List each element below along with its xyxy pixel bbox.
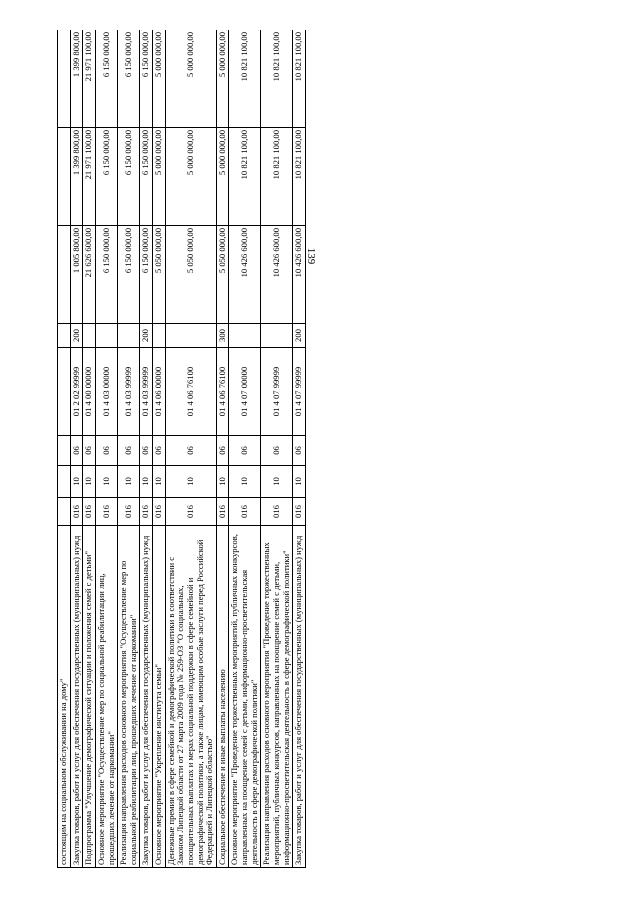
row-razdel [58, 466, 71, 498]
row-target-article: 01 4 07 00000 [229, 348, 261, 436]
row-target-article: 01 4 07 99999 [293, 348, 306, 436]
row-target-article: 01 4 06 76100 [165, 348, 216, 436]
row-grbs: 016 [95, 498, 117, 526]
row-sum-2: 5 000 000,00 [153, 128, 166, 226]
row-sum-2: 10 821 100,00 [293, 128, 306, 226]
row-expense-type [261, 324, 293, 348]
row-sum-3: 10 821 100,00 [261, 30, 293, 128]
row-sum-1: 6 150 000,00 [140, 226, 153, 324]
row-target-article: 01 4 07 99999 [261, 348, 293, 436]
row-podrazdel: 06 [229, 436, 261, 466]
row-expense-type [153, 324, 166, 348]
row-name: Социальное обеспечение и иные выплаты населению [216, 526, 229, 868]
row-target-article: 01 4 06 00000 [153, 348, 166, 436]
row-grbs: 016 [83, 498, 96, 526]
row-sum-3: 6 150 000,00 [95, 30, 117, 128]
row-podrazdel: 06 [153, 436, 166, 466]
row-expense-type: 200 [293, 324, 306, 348]
row-sum-1 [58, 226, 71, 324]
row-grbs: 016 [140, 498, 153, 526]
row-sum-3: 5 000 000,00 [153, 30, 166, 128]
row-sum-2: 6 150 000,00 [118, 128, 140, 226]
row-sum-3: 5 000 000,00 [216, 30, 229, 128]
row-target-article: 01 4 03 00000 [95, 348, 117, 436]
row-razdel: 10 [70, 466, 83, 498]
row-sum-2: 5 000 000,00 [165, 128, 216, 226]
table-row [216, 30, 229, 868]
row-sum-2: 10 821 100,00 [261, 128, 293, 226]
row-grbs: 016 [216, 498, 229, 526]
table-row [118, 30, 140, 868]
row-sum-3: 10 821 100,00 [293, 30, 306, 128]
row-sum-2: 6 150 000,00 [95, 128, 117, 226]
row-sum-3: 6 150 000,00 [118, 30, 140, 128]
row-grbs: 016 [229, 498, 261, 526]
row-name: состоящим на социальном обслуживании на дому" [58, 526, 71, 868]
row-podrazdel: 06 [261, 436, 293, 466]
row-razdel: 10 [293, 466, 306, 498]
row-podrazdel: 06 [140, 436, 153, 466]
row-sum-1: 5 050 000,00 [153, 226, 166, 324]
row-target-article [58, 348, 71, 436]
row-razdel: 10 [95, 466, 117, 498]
row-sum-3: 10 821 100,00 [229, 30, 261, 128]
row-grbs [58, 498, 71, 526]
row-razdel: 10 [165, 466, 216, 498]
row-expense-type [229, 324, 261, 348]
row-name: Основное мероприятие "Проведение торжественных мероприятий, публичных конкурсов, направленных на поощрение семей с детьми, информационно-просветительская деятельность в сфере демографической политики" [229, 526, 261, 868]
row-sum-2: 5 000 000,00 [216, 128, 229, 226]
row-name: Реализация направления расходов основного мероприятия "Проведение торжественных мероприятий, публичных конкурсов, направленных на поощрение семей с детьми, информационно-просветительская деятельность в сфере демографической политики" [261, 526, 293, 868]
row-sum-3: 21 971 100,00 [83, 30, 96, 128]
row-sum-1: 5 050 000,00 [165, 226, 216, 324]
row-expense-type [165, 324, 216, 348]
budget-table [57, 30, 306, 868]
row-razdel: 10 [216, 466, 229, 498]
row-expense-type [95, 324, 117, 348]
table-row [153, 30, 166, 868]
row-podrazdel [58, 436, 71, 466]
row-razdel: 10 [229, 466, 261, 498]
row-grbs: 016 [153, 498, 166, 526]
row-expense-type: 200 [140, 324, 153, 348]
row-sum-1: 10 426 600,00 [261, 226, 293, 324]
table-row [261, 30, 293, 868]
table-viewport [57, 30, 607, 868]
row-name: Основное мероприятие "Укрепление института семьи" [153, 526, 166, 868]
row-podrazdel: 06 [70, 436, 83, 466]
row-name: Подпрограмма "Улучшение демографической ситуации и положения семей с детьми" [83, 526, 96, 868]
row-podrazdel: 06 [118, 436, 140, 466]
row-expense-type [83, 324, 96, 348]
table-row [140, 30, 153, 868]
row-expense-type [118, 324, 140, 348]
row-podrazdel: 06 [293, 436, 306, 466]
row-name: Закупка товаров, работ и услуг для обеспечения государственных (муниципальных) нужд [70, 526, 83, 868]
row-razdel: 10 [118, 466, 140, 498]
row-podrazdel: 06 [83, 436, 96, 466]
row-sum-1: 10 426 600,00 [229, 226, 261, 324]
row-grbs: 016 [261, 498, 293, 526]
row-target-article: 01 4 03 99999 [140, 348, 153, 436]
row-target-article: 01 4 00 00000 [83, 348, 96, 436]
table-row [293, 30, 306, 868]
page-number: 139 [305, 247, 317, 265]
row-name: Денежные премии в сфере семейной и демографической политики в соответствии с Законом Липецкой области от 27 марта 2009 года № 259-ОЗ "О социальных, поощрительных выплатах и мерах социальной поддержки в сфере семейной и демографической политики, а также лицам, имеющим особые заслуги перед Российской Федерацией и Липецкой областью" [165, 526, 216, 868]
row-sum-3: 5 000 000,00 [165, 30, 216, 128]
row-grbs: 016 [118, 498, 140, 526]
row-name: Закупка товаров, работ и услуг для обеспечения государственных (муниципальных) нужд [140, 526, 153, 868]
table-row [165, 30, 216, 868]
rotated-table-container [57, 30, 607, 868]
row-sum-3 [58, 30, 71, 128]
row-sum-3: 6 150 000,00 [140, 30, 153, 128]
row-razdel: 10 [83, 466, 96, 498]
row-podrazdel: 06 [95, 436, 117, 466]
row-razdel: 10 [153, 466, 166, 498]
row-expense-type [58, 324, 71, 348]
row-sum-1: 1 005 800,00 [70, 226, 83, 324]
table-row [70, 30, 83, 868]
table-row [95, 30, 117, 868]
row-grbs: 016 [293, 498, 306, 526]
row-sum-1: 5 050 000,00 [216, 226, 229, 324]
row-expense-type: 200 [70, 324, 83, 348]
row-sum-1: 21 626 600,00 [83, 226, 96, 324]
row-razdel: 10 [140, 466, 153, 498]
table-body [58, 30, 306, 868]
row-sum-1: 10 426 600,00 [293, 226, 306, 324]
row-target-article: 01 2 02 99999 [70, 348, 83, 436]
row-grbs: 016 [70, 498, 83, 526]
row-sum-2: 21 971 100,00 [83, 128, 96, 226]
row-sum-2: 10 821 100,00 [229, 128, 261, 226]
table-row [58, 30, 71, 868]
row-sum-2: 1 399 800,00 [70, 128, 83, 226]
row-sum-2 [58, 128, 71, 226]
row-name: Основное мероприятие "Осуществление мер по социальной реабилитации лиц, прошедших лечение от наркомании" [95, 526, 117, 868]
row-target-article: 01 4 06 76100 [216, 348, 229, 436]
row-sum-1: 6 150 000,00 [118, 226, 140, 324]
row-podrazdel: 06 [216, 436, 229, 466]
table-row [229, 30, 261, 868]
row-target-article: 01 4 03 99999 [118, 348, 140, 436]
row-name: Реализация направления расходов основного мероприятия "Осуществление мер по социальной реабилитации лиц, прошедших лечение от наркомании" [118, 526, 140, 868]
row-sum-3: 1 399 800,00 [70, 30, 83, 128]
row-sum-1: 6 150 000,00 [95, 226, 117, 324]
table-row [83, 30, 96, 868]
row-expense-type: 300 [216, 324, 229, 348]
row-sum-2: 6 150 000,00 [140, 128, 153, 226]
row-razdel: 10 [261, 466, 293, 498]
row-grbs: 016 [165, 498, 216, 526]
row-name: Закупка товаров, работ и услуг для обеспечения государственных (муниципальных) нужд [293, 526, 306, 868]
row-podrazdel: 06 [165, 436, 216, 466]
